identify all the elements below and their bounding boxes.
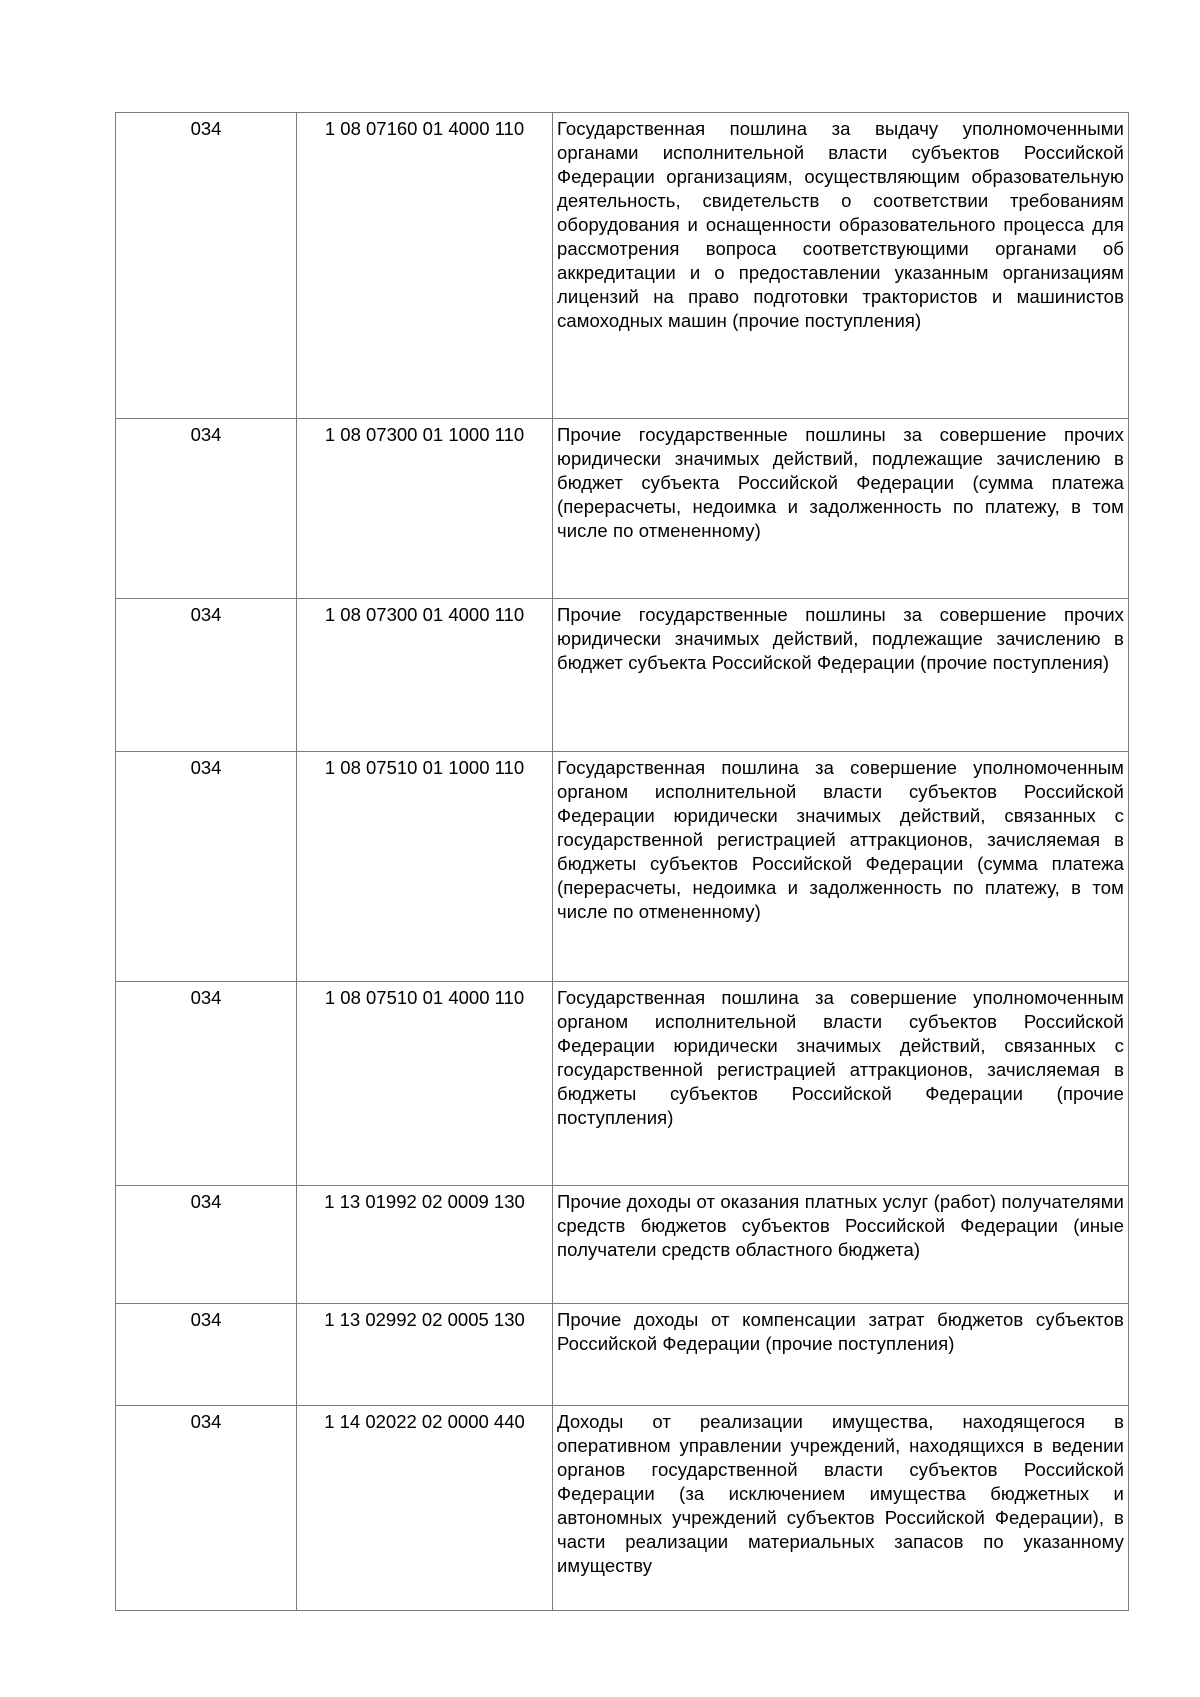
description-cell: Прочие государственные пошлины за совершение прочих юридически значимых действий, подлежащие зачислению в бюджет субъекта Российской Федерации (прочие поступления) (553, 599, 1129, 752)
kbk-code-cell: 1 08 07510 01 1000 110 (297, 752, 553, 982)
description-cell: Прочие доходы от оказания платных услуг (работ) получателями средств бюджетов субъектов Российской Федерации (иные получатели средств областного бюджета) (553, 1186, 1129, 1304)
admin-code-cell: 034 (116, 1406, 297, 1611)
kbk-code-cell: 1 08 07300 01 4000 110 (297, 599, 553, 752)
admin-code-cell: 034 (116, 113, 297, 419)
table-row (116, 982, 1129, 1186)
admin-code-cell: 034 (116, 1186, 297, 1304)
kbk-code-cell: 1 14 02022 02 0000 440 (297, 1406, 553, 1611)
admin-code-cell: 034 (116, 1304, 297, 1406)
admin-code-cell: 034 (116, 982, 297, 1186)
description-cell: Государственная пошлина за совершение уполномоченным органом исполнительной власти субъектов Российской Федерации юридически значимых действий, связанных с государственной регистрацией аттракционов, зачисляемая в бюджеты субъектов Российской Федерации (сумма платежа (перерасчеты, недоимка и задолженность по платежу, в том числе по отмененному) (553, 752, 1129, 982)
table-row (116, 1304, 1129, 1406)
table-row (116, 1186, 1129, 1304)
description-cell: Прочие государственные пошлины за совершение прочих юридически значимых действий, подлежащие зачислению в бюджет субъекта Российской Федерации (сумма платежа (перерасчеты, недоимка и задолженность по платежу, в том числе по отмененному) (553, 419, 1129, 599)
revenue-codes-table (115, 112, 1129, 1611)
kbk-code-cell: 1 08 07300 01 1000 110 (297, 419, 553, 599)
table-row (116, 1406, 1129, 1611)
kbk-code-cell: 1 13 01992 02 0009 130 (297, 1186, 553, 1304)
description-cell: Доходы от реализации имущества, находящегося в оперативном управлении учреждений, находящихся в ведении органов государственной власти субъектов Российской Федерации (за исключением имущества бюджетных и автономных учреждений субъектов Российской Федерации), в части реализации материальных запасов по указанному имуществу (553, 1406, 1129, 1611)
table-row (116, 599, 1129, 752)
kbk-code-cell: 1 08 07510 01 4000 110 (297, 982, 553, 1186)
admin-code-cell: 034 (116, 599, 297, 752)
kbk-code-cell: 1 13 02992 02 0005 130 (297, 1304, 553, 1406)
kbk-code-cell: 1 08 07160 01 4000 110 (297, 113, 553, 419)
admin-code-cell: 034 (116, 419, 297, 599)
description-cell: Государственная пошлина за совершение уполномоченным органом исполнительной власти субъектов Российской Федерации юридически значимых действий, связанных с государственной регистрацией аттракционов, зачисляемая в бюджеты субъектов Российской Федерации (прочие поступления) (553, 982, 1129, 1186)
table-row (116, 113, 1129, 419)
description-cell: Прочие доходы от компенсации затрат бюджетов субъектов Российской Федерации (прочие поступления) (553, 1304, 1129, 1406)
table-row (116, 419, 1129, 599)
admin-code-cell: 034 (116, 752, 297, 982)
table-row (116, 752, 1129, 982)
description-cell: Государственная пошлина за выдачу уполномоченными органами исполнительной власти субъектов Российской Федерации организациям, осуществляющим образовательную деятельность, свидетельств о соответствии требованиям оборудования и оснащенности образовательного процесса для рассмотрения вопроса соответствующими органами об аккредитации и о предоставлении указанным организациям лицензий на право подготовки трактористов и машинистов самоходных машин (прочие поступления) (553, 113, 1129, 419)
